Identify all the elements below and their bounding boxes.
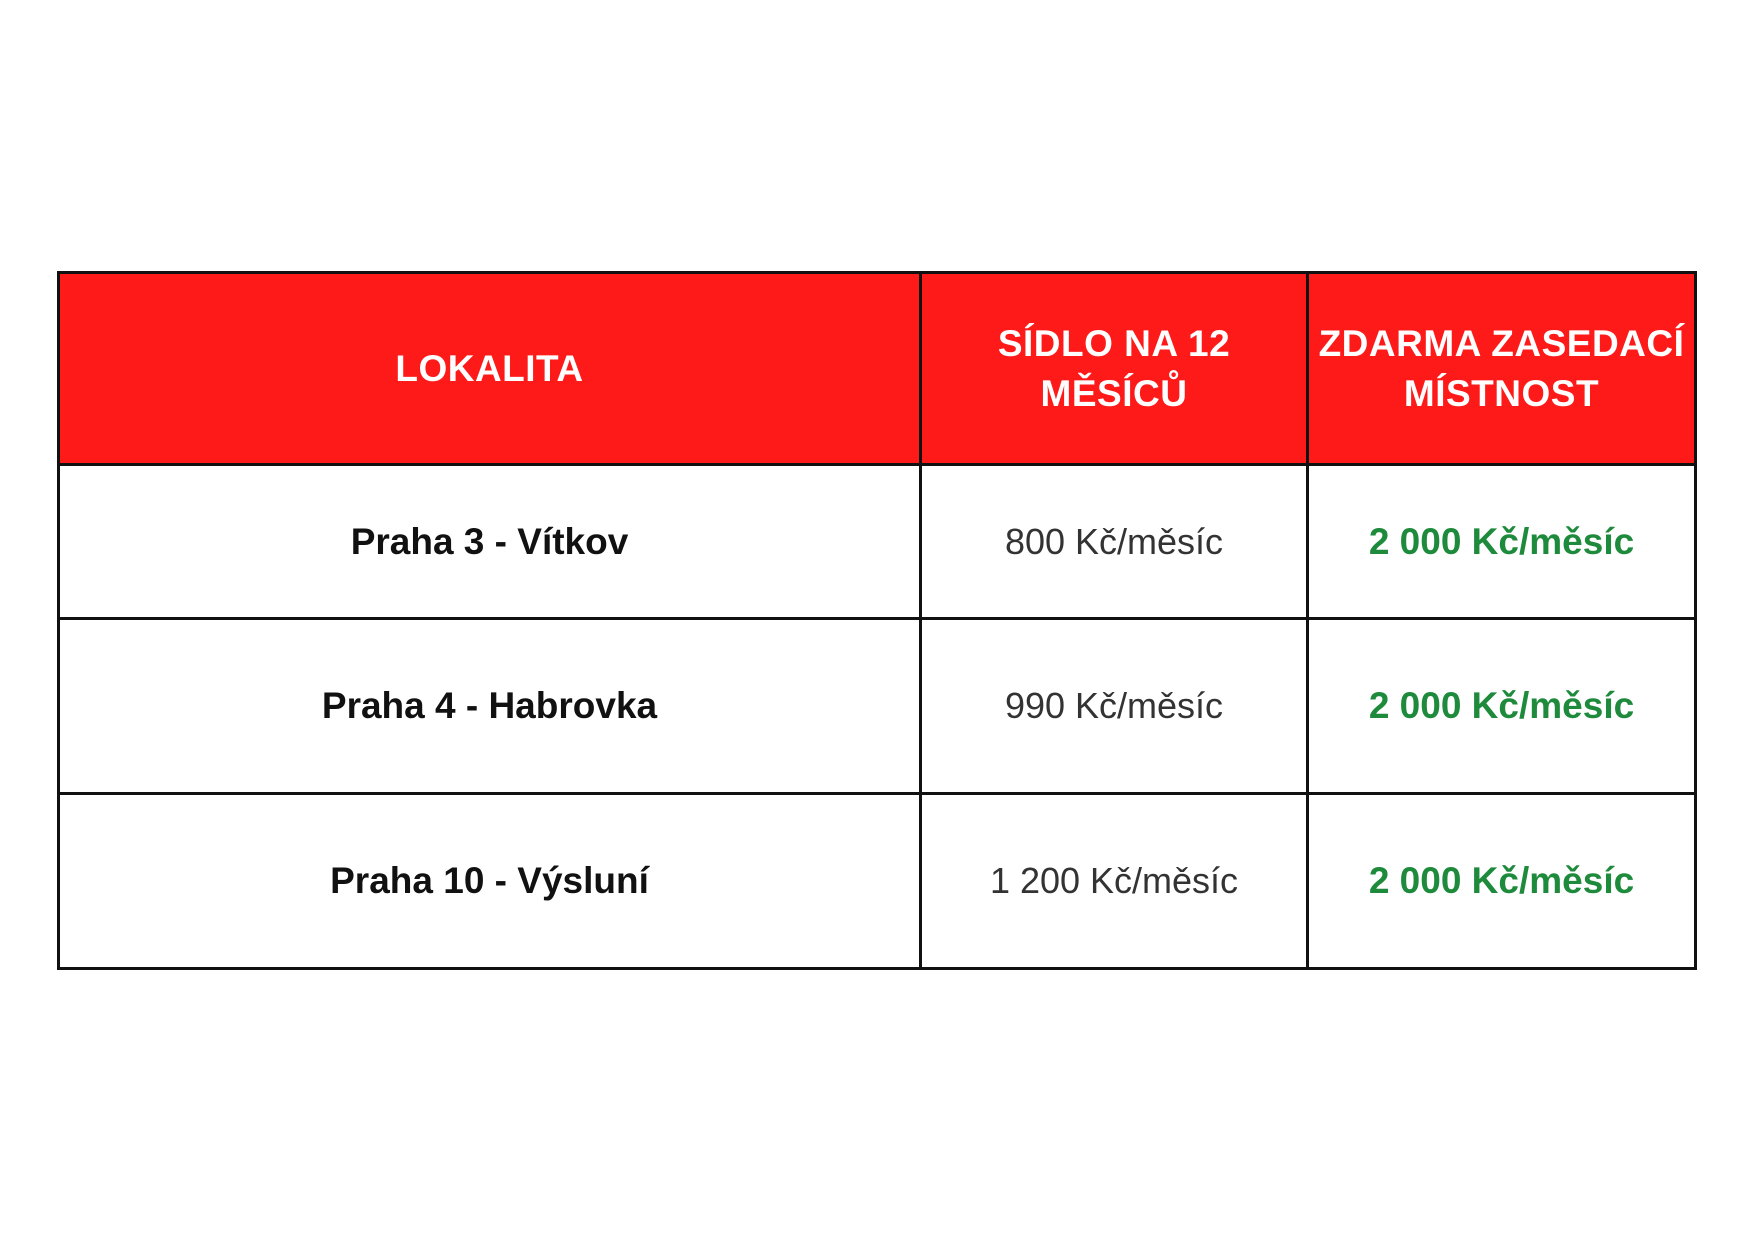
header-meeting-room: [1308, 273, 1696, 465]
header-seat-line2: MĚSÍCŮ: [1040, 372, 1188, 414]
header-row: [59, 273, 1696, 465]
location-cell: Praha 10 - Výsluní: [59, 794, 921, 969]
table-row: [59, 465, 1696, 619]
location-cell: Praha 4 - Habrovka: [59, 619, 921, 794]
table-row: [59, 619, 1696, 794]
meeting-room-value-cell: 2 000 Kč/měsíc: [1308, 794, 1696, 969]
header-room-line1: ZDARMA ZASEDACÍ: [1318, 322, 1685, 364]
seat-price-cell: 990 Kč/měsíc: [921, 619, 1308, 794]
seat-price-cell: 1 200 Kč/měsíc: [921, 794, 1308, 969]
pricing-table: [57, 271, 1697, 970]
header-location: [59, 273, 921, 465]
header-seat: [921, 273, 1308, 465]
header-location-label: LOKALITA: [395, 347, 584, 389]
header-seat-line1: SÍDLO NA 12: [997, 322, 1231, 364]
location-cell: Praha 3 - Vítkov: [59, 465, 921, 619]
meeting-room-value-cell: 2 000 Kč/měsíc: [1308, 619, 1696, 794]
table-row: [59, 794, 1696, 969]
table-header: [59, 273, 1696, 465]
meeting-room-value-cell: 2 000 Kč/měsíc: [1308, 465, 1696, 619]
header-room-line2: MÍSTNOST: [1403, 372, 1600, 414]
seat-price-cell: 800 Kč/měsíc: [921, 465, 1308, 619]
table-body: [59, 465, 1696, 969]
